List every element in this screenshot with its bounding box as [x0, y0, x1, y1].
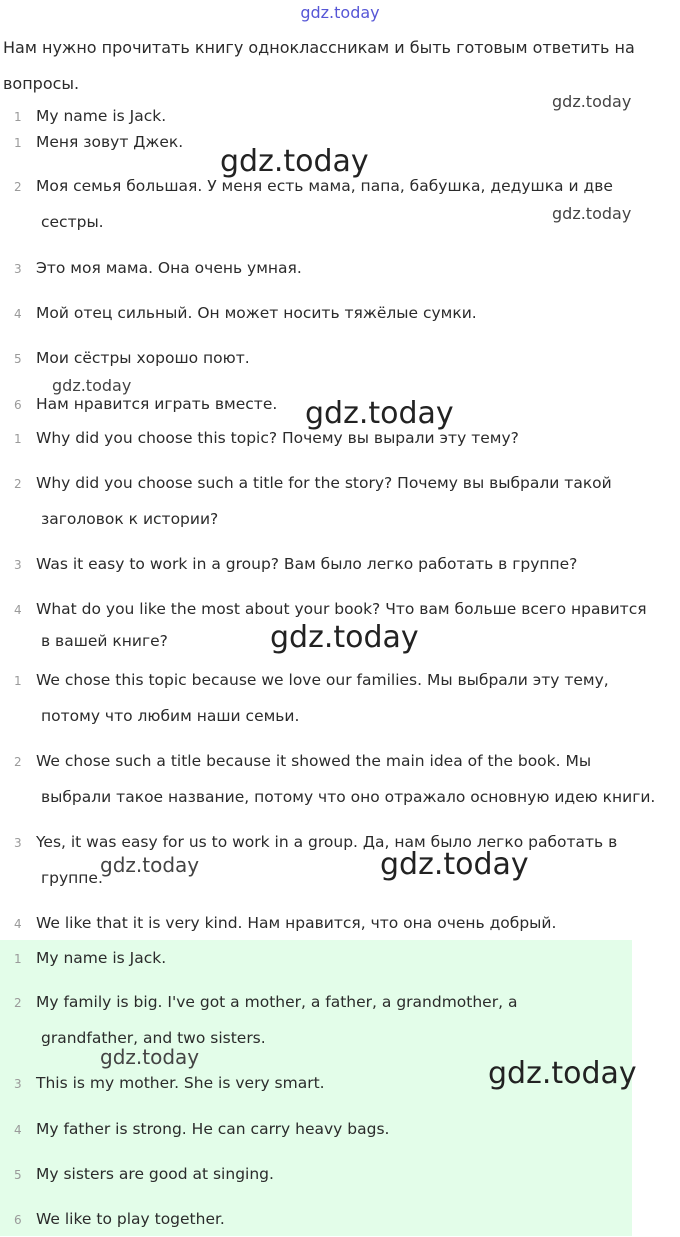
item-number: 1: [14, 136, 22, 150]
item-text: This is my mother. She is very smart.: [36, 1074, 325, 1092]
item-text: My family is big. I've got a mother, a father, a grandmother, a: [36, 993, 518, 1011]
item-text: Меня зовут Джек.: [36, 133, 184, 151]
watermark: gdz.today: [100, 853, 200, 877]
item-text: Was it easy to work in a group? Вам было легко работать в группе?: [36, 555, 578, 573]
item-text: My father is strong. He can carry heavy bags.: [36, 1120, 390, 1138]
watermark: gdz.today: [488, 1056, 637, 1091]
item-number: 3: [14, 262, 22, 276]
watermark: gdz.today: [552, 204, 632, 223]
item-number: 6: [14, 1213, 22, 1227]
item-text: My name is Jack.: [36, 949, 167, 967]
item-number: 1: [14, 110, 22, 124]
item-number: 1: [14, 674, 22, 688]
item-text: We like that it is very kind. Нам нравится, что она очень добрый.: [36, 914, 557, 932]
item-text-continued: группе.: [41, 869, 103, 887]
item-text-continued: сестры.: [41, 213, 104, 231]
item-number: 1: [14, 952, 22, 966]
watermark: gdz.today: [270, 620, 419, 655]
item-text: Yes, it was easy for us to work in a group. Да, нам было легко работать в: [36, 833, 618, 851]
item-text: We like to play together.: [36, 1210, 225, 1228]
item-number: 5: [14, 352, 22, 366]
item-number: 4: [14, 1123, 22, 1137]
item-text-continued: grandfather, and two sisters.: [41, 1029, 266, 1047]
item-text: Мой отец сильный. Он может носить тяжёлые сумки.: [36, 304, 477, 322]
item-text: My name is Jack.: [36, 107, 167, 125]
item-text: Мои сёстры хорошо поют.: [36, 349, 250, 367]
watermark: gdz.today: [380, 847, 529, 882]
item-text: Why did you choose such a title for the story? Почему вы выбрали такой: [36, 474, 612, 492]
item-number: 3: [14, 836, 22, 850]
item-number: 3: [14, 558, 22, 572]
item-number: 1: [14, 432, 22, 446]
item-number: 6: [14, 398, 22, 412]
item-number: 3: [14, 1077, 22, 1091]
item-text: We chose such a title because it showed the main idea of the book. Мы: [36, 752, 592, 770]
header-logo: gdz.today: [300, 3, 380, 22]
watermark: gdz.today: [220, 144, 369, 179]
item-text: Why did you choose this topic? Почему вы вырали эту тему?: [36, 429, 519, 447]
watermark: gdz.today: [305, 396, 454, 431]
item-text-continued: в вашей книге?: [41, 632, 168, 650]
item-number: 2: [14, 477, 22, 491]
item-text-continued: потому что любим наши семьи.: [41, 707, 300, 725]
item-text: Это моя мама. Она очень умная.: [36, 259, 302, 277]
item-text: Нам нравится играть вместе.: [36, 395, 278, 413]
item-number: 5: [14, 1168, 22, 1182]
watermark: gdz.today: [52, 376, 132, 395]
item-text: We chose this topic because we love our families. Мы выбрали эту тему,: [36, 671, 609, 689]
item-number: 4: [14, 917, 22, 931]
item-text: What do you like the most about your book? Что вам больше всего нравится: [36, 600, 647, 618]
item-text-continued: заголовок к истории?: [41, 510, 219, 528]
item-text: Моя семья большая. У меня есть мама, папа, бабушка, дедушка и две: [36, 177, 613, 195]
item-text-continued: выбрали такое название, потому что оно отражало основную идею книги.: [41, 788, 656, 806]
item-number: 4: [14, 603, 22, 617]
item-text: My sisters are good at singing.: [36, 1165, 274, 1183]
item-number: 2: [14, 755, 22, 769]
item-number: 2: [14, 180, 22, 194]
intro-text: Нам нужно прочитать книгу одноклассникам и быть готовым ответить на вопросы.: [3, 38, 635, 93]
item-number: 2: [14, 996, 22, 1010]
watermark: gdz.today: [552, 92, 632, 111]
item-number: 4: [14, 307, 22, 321]
watermark: gdz.today: [100, 1045, 200, 1069]
